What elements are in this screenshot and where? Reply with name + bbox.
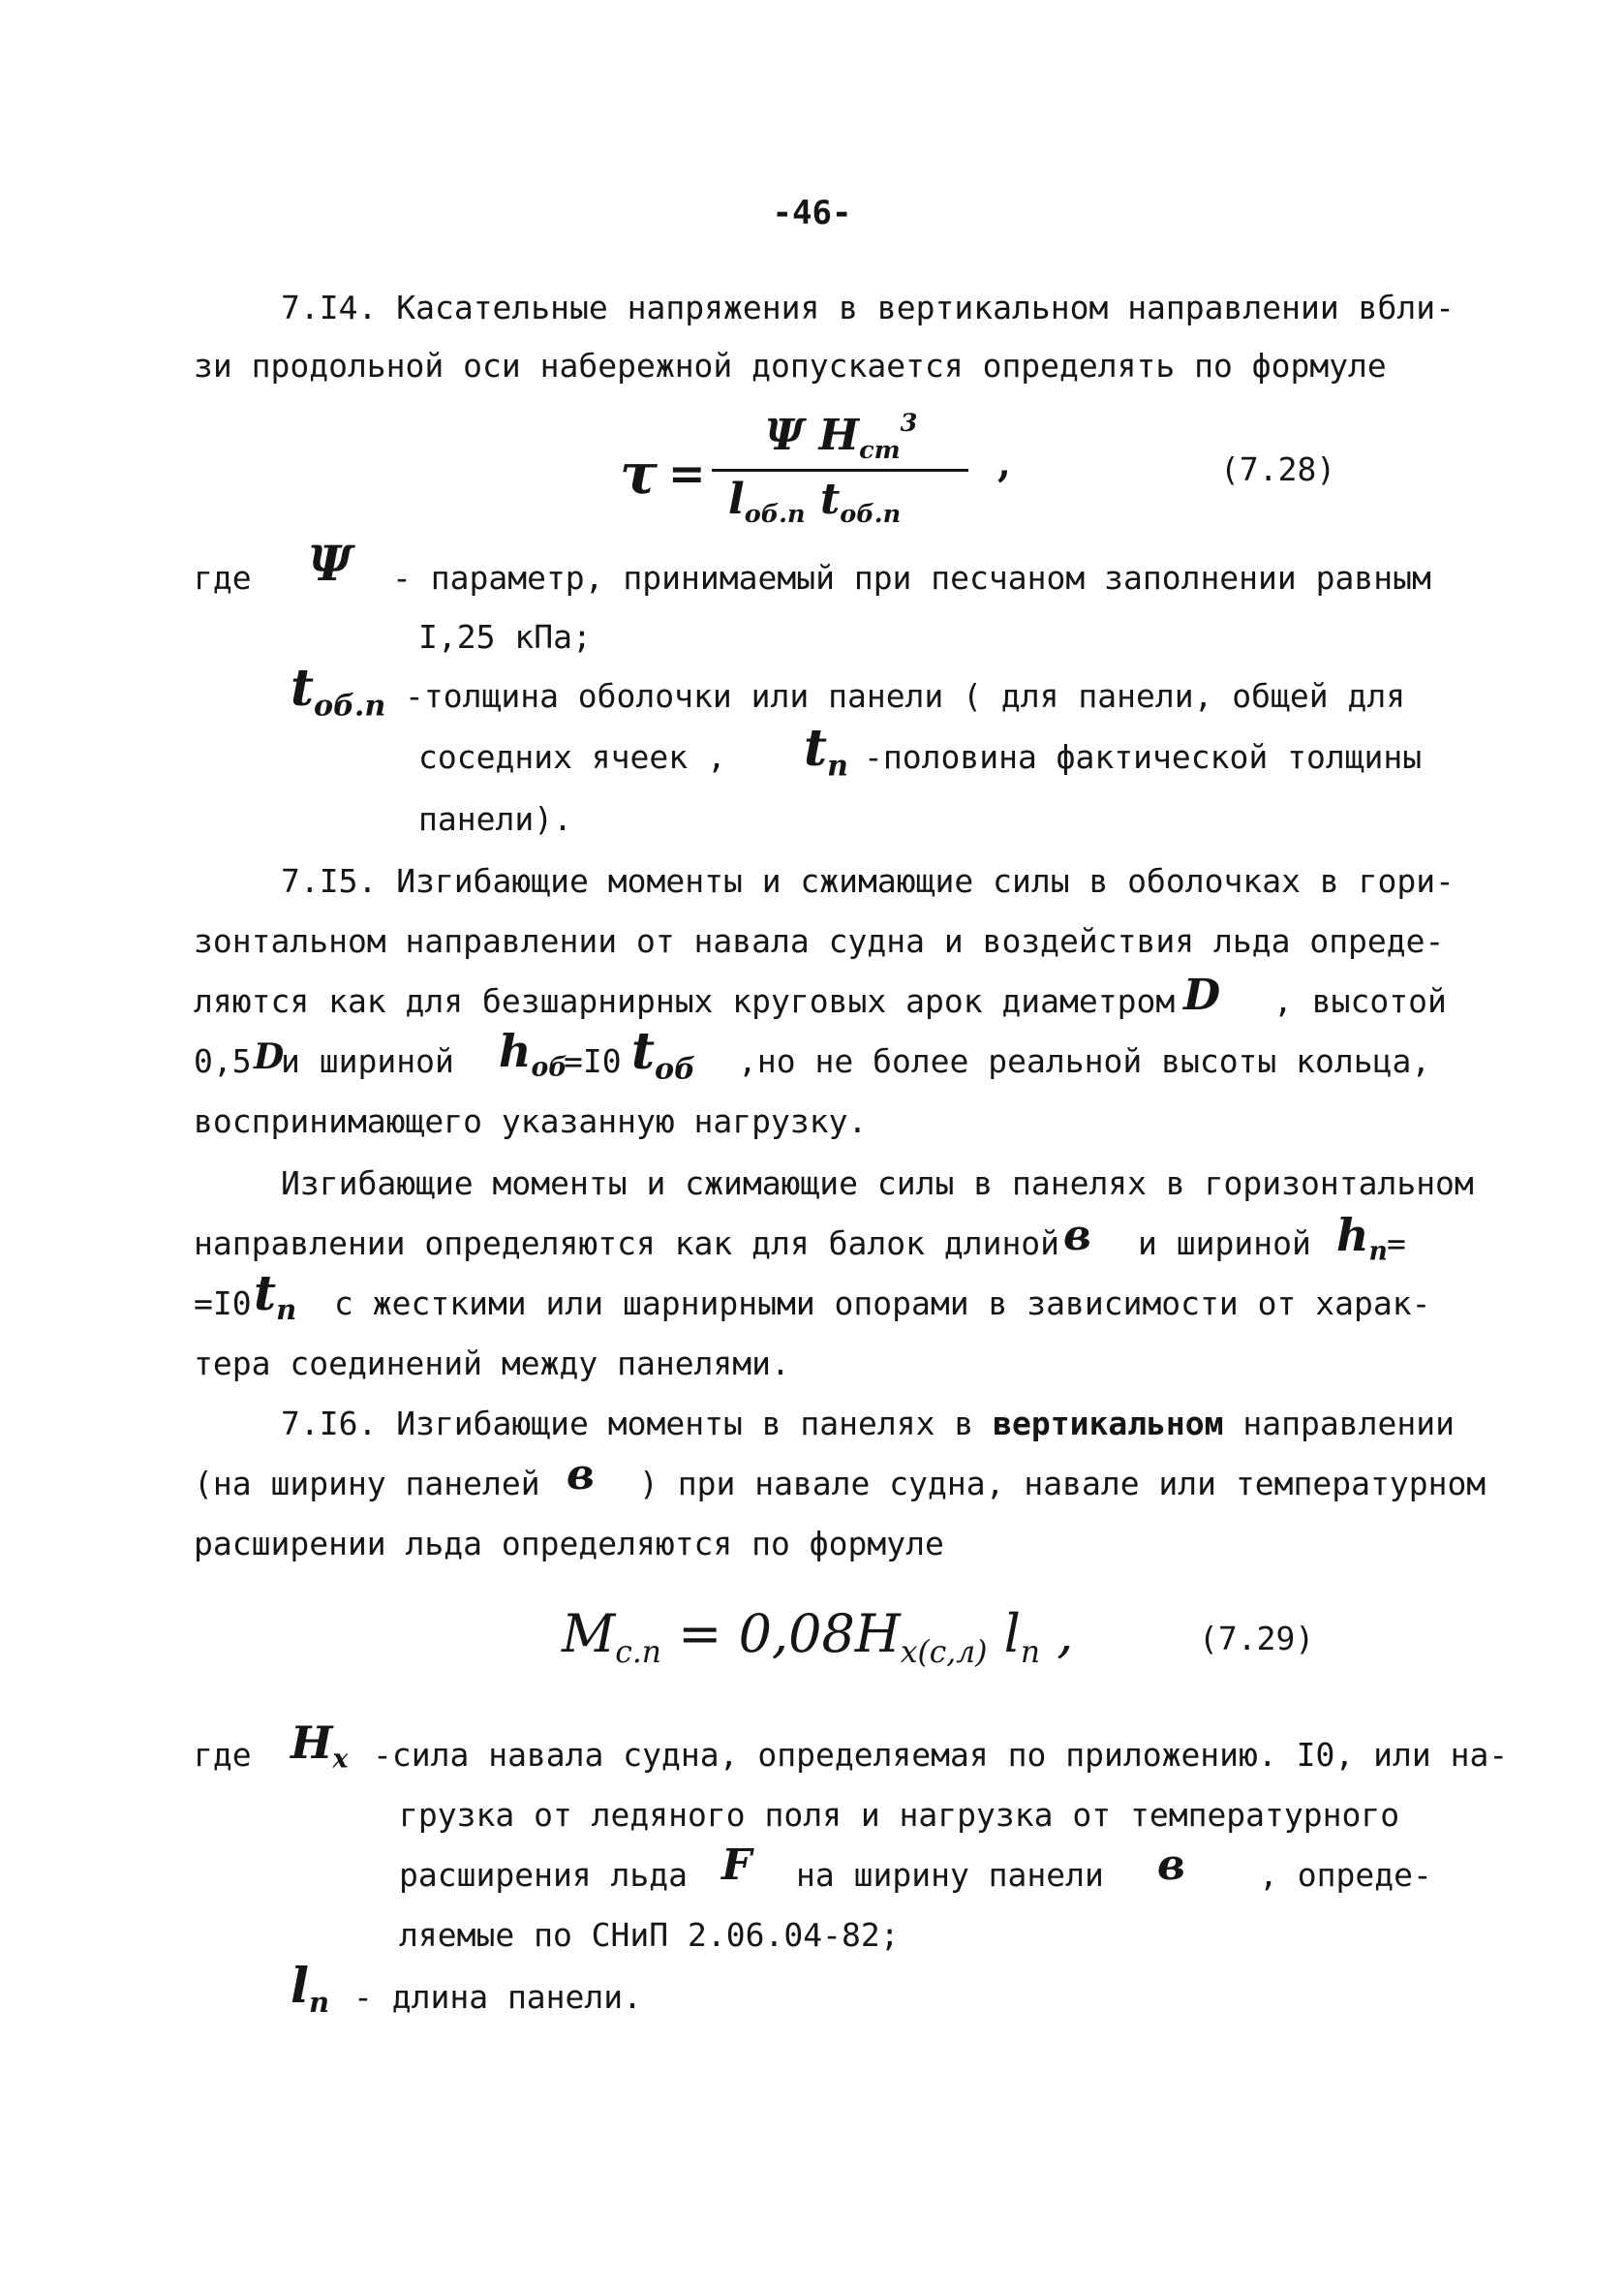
lp-definition: - длина панели. bbox=[353, 1978, 643, 2016]
h-subscript: х(с,л) bbox=[900, 1634, 988, 1670]
equation-number-7-28: (7.28) bbox=[1220, 450, 1336, 488]
hx-definition-3c: , опреде- bbox=[1259, 1856, 1432, 1894]
section-7-15-line-4b: и шириной bbox=[281, 1042, 454, 1080]
fraction-bar bbox=[712, 469, 968, 472]
page-number: -46- bbox=[772, 194, 852, 232]
psi-definition-symbol: Ψ bbox=[308, 535, 352, 592]
h-symbol: H bbox=[854, 1603, 901, 1664]
section-7-15-line-4a: 0,5 bbox=[194, 1042, 252, 1080]
psi-definition-value: I,25 кПа; bbox=[418, 618, 592, 656]
section-7-16-line-3: расширении льда определяются по формуле bbox=[194, 1525, 944, 1562]
equals-ten: =I0 bbox=[564, 1042, 622, 1080]
hx-definition-3b: на ширину панели bbox=[796, 1856, 1104, 1894]
t-symbol: t bbox=[804, 719, 828, 778]
l-symbol: l bbox=[1003, 1603, 1021, 1664]
diameter-symbol-inline: D bbox=[254, 1036, 285, 1077]
t-shell-inline bbox=[631, 1022, 695, 1087]
paragraph-text: Касательные напряжения в вертикальном направлении вбли- bbox=[396, 289, 1455, 326]
l-subscript: об.п bbox=[744, 499, 806, 529]
equals-sign: = bbox=[1387, 1224, 1406, 1262]
where-label-2: где bbox=[194, 1736, 252, 1774]
h-symbol: h bbox=[1336, 1209, 1369, 1261]
section-7-15-line-5: воспринимающего указанную нагрузку. bbox=[194, 1102, 868, 1140]
formula-numerator bbox=[765, 409, 917, 465]
t-symbol: t bbox=[291, 659, 315, 718]
paragraph-text: направлении bbox=[1242, 1405, 1455, 1442]
formula-equals: = bbox=[668, 448, 706, 500]
psi-definition-text: - параметр, принимаемый при песчаном заполнении равным bbox=[392, 559, 1431, 597]
formula-equals: = bbox=[678, 1603, 722, 1664]
m-subscript: с.п bbox=[615, 1634, 661, 1670]
t-panel-symbol bbox=[804, 719, 848, 784]
formula-lhs-tau: τ bbox=[620, 441, 659, 507]
hx-definition-3a: расширения льда bbox=[399, 1856, 689, 1894]
section-7-15-p2-line-4: тера соединений между панелями. bbox=[194, 1345, 790, 1382]
bold-word: вертикальном bbox=[993, 1405, 1224, 1442]
h-subscript: п bbox=[1368, 1236, 1388, 1267]
t-shell-definition: -толщина оболочки или панели ( для панели, общей для bbox=[405, 677, 1406, 715]
h-symbol: H bbox=[291, 1716, 333, 1769]
section-number: 7.I4. bbox=[281, 289, 378, 326]
t-panel-definition: -половина фактической толщины bbox=[864, 738, 1423, 776]
t-symbol: t bbox=[254, 1264, 277, 1321]
section-7-15-p2-line-2b: и шириной bbox=[1138, 1224, 1311, 1262]
h-subscript: ст bbox=[859, 436, 901, 466]
paragraph-text: ляются как для безшарнирных круговых арок диаметром bbox=[194, 982, 1176, 1020]
section-7-16-line-1 bbox=[281, 1403, 1455, 1445]
formula-comma: , bbox=[1057, 1603, 1074, 1664]
t-symbol: t bbox=[819, 475, 841, 524]
hx-definition-2: грузка от ледяного поля и нагрузка от температурного bbox=[399, 1796, 1400, 1834]
force-f-symbol: F bbox=[721, 1840, 752, 1890]
t-shell-definition-cont: соседних ячеек , bbox=[418, 738, 726, 776]
psi-symbol: Ψ bbox=[765, 411, 805, 461]
section-7-16-line-2a: (на ширину панелей bbox=[194, 1465, 540, 1502]
where-label: где bbox=[194, 559, 252, 597]
width-b-symbol-2: в bbox=[1157, 1840, 1185, 1890]
width-b-symbol: в bbox=[567, 1450, 595, 1500]
l-symbol: l bbox=[728, 475, 745, 524]
t-subscript: п bbox=[827, 749, 848, 784]
section-7-15-p2-line-2: направлении определяются как для балок длиной bbox=[194, 1224, 1060, 1262]
section-7-15-line-3-end: , высотой bbox=[1273, 982, 1447, 1020]
section-7-15-line-1: 7.I5. Изгибающие моменты и сжимающие силы в оболочках в гори- bbox=[281, 862, 1455, 900]
hx-definition-4: ляемые по СНиП 2.06.04-82; bbox=[399, 1916, 900, 1954]
l-subscript: п bbox=[1020, 1634, 1041, 1670]
section-7-15-p2-line-3b: с жесткими или шарнирными опорами в зависимости от харак- bbox=[334, 1284, 1431, 1322]
t-subscript: об.п bbox=[314, 689, 386, 724]
section-7-15-line-2: зонтальном направлении от навала судна и воздействия льда опреде- bbox=[194, 922, 1445, 960]
paragraph-text: 7.I6. Изгибающие моменты в панелях в bbox=[281, 1405, 974, 1442]
h-subscript: об bbox=[531, 1052, 567, 1083]
section-7-14-line-1 bbox=[281, 287, 1455, 329]
t-shell-symbol bbox=[291, 659, 385, 724]
h-subscript: х bbox=[332, 1744, 349, 1775]
t-shell-definition-end: панели). bbox=[418, 800, 572, 838]
t-subscript: п bbox=[276, 1293, 297, 1327]
hx-definition-1: -сила навала судна, определяемая по приложению. I0, или на- bbox=[373, 1736, 1509, 1774]
l-symbol: l bbox=[291, 1957, 309, 2014]
t-symbol: t bbox=[631, 1022, 656, 1081]
section-7-15-p2-line-1: Изгибающие моменты и сжимающие силы в панелях в горизонтальном bbox=[281, 1164, 1474, 1202]
h-panel-symbol bbox=[1336, 1209, 1388, 1266]
h-symbol: H bbox=[818, 411, 860, 461]
formula-denominator bbox=[728, 475, 901, 529]
section-7-14-line-2: зи продольной оси набережной допускается определять по формуле bbox=[194, 347, 1387, 385]
h-superscript: 3 bbox=[900, 409, 918, 438]
section-7-16-line-2b: ) при навале судна, навале или температурном bbox=[639, 1465, 1486, 1502]
formula-body bbox=[562, 1603, 1073, 1670]
m-symbol: M bbox=[562, 1603, 616, 1664]
t-panel-inline bbox=[254, 1264, 296, 1326]
section-7-15-p2-line-3a: =I0 bbox=[194, 1284, 252, 1322]
formula-comma: , bbox=[997, 441, 1011, 486]
t-subscript: об.п bbox=[840, 499, 902, 529]
section-7-15-line-4c: ,но не более реальной высоты кольца, bbox=[738, 1042, 1431, 1080]
equation-number-7-29: (7.29) bbox=[1199, 1620, 1315, 1657]
hx-symbol bbox=[291, 1716, 348, 1774]
section-7-15-line-3 bbox=[194, 980, 1175, 1023]
h-shell-symbol bbox=[499, 1025, 567, 1082]
t-subscript: об bbox=[655, 1052, 695, 1087]
length-b-symbol: в bbox=[1063, 1211, 1091, 1260]
diameter-symbol: D bbox=[1183, 971, 1221, 1020]
l-subscript: п bbox=[309, 1986, 330, 2020]
formula-coefficient: 0,08 bbox=[738, 1603, 855, 1664]
h-symbol: h bbox=[499, 1025, 532, 1077]
lp-symbol bbox=[291, 1957, 329, 2019]
